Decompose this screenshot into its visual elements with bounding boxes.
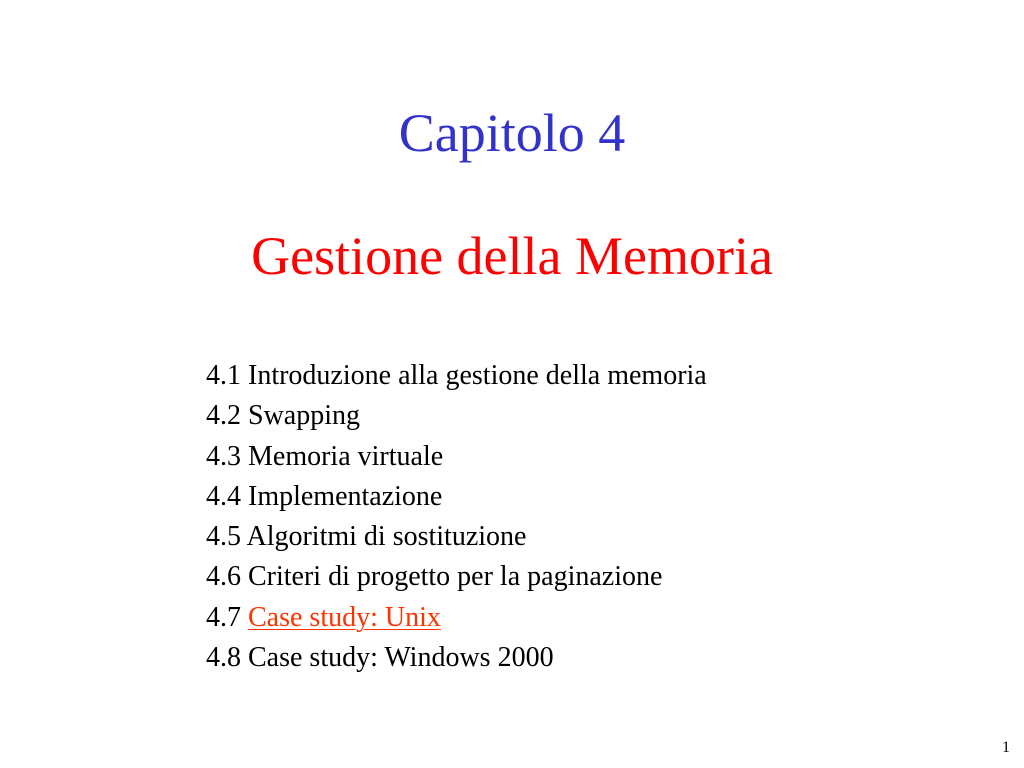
toc-text: Algoritmi di sostituzione [246, 521, 527, 553]
toc-number: 4.8 [206, 642, 241, 674]
toc-text: Swapping [248, 400, 360, 432]
toc-item-4-3 [206, 437, 707, 477]
toc-number: 4.3 [206, 440, 241, 472]
toc-item-4-1 [206, 356, 707, 396]
toc-number: 4.1 [206, 360, 241, 391]
toc-text: Case study: Windows 2000 [248, 642, 554, 674]
toc-text: Implementazione [248, 480, 443, 512]
toc-item-4-4 [206, 477, 707, 517]
slide-title: Gestione della Memoria [251, 226, 773, 286]
toc-text: Criteri di progetto per la paginazione [248, 561, 663, 593]
toc-number: 4.6 [206, 561, 241, 593]
toc-item-4-7 [206, 598, 707, 638]
page-number: 1 [1002, 739, 1010, 756]
case-study-unix-link[interactable]: Case study: Unix [248, 601, 441, 633]
toc-number: 4.7 [206, 601, 241, 633]
toc-number: 4.2 [206, 400, 241, 432]
toc-text: Introduzione alla gestione della memoria [248, 360, 707, 391]
chapter-heading: Capitolo 4 [398, 103, 626, 163]
toc-number: 4.5 [206, 521, 241, 553]
toc-number: 4.4 [206, 480, 241, 512]
table-of-contents [206, 356, 707, 678]
toc-item-4-6 [206, 557, 707, 597]
toc-item-4-5 [206, 517, 707, 557]
toc-item-4-8 [206, 638, 707, 678]
toc-text: Memoria virtuale [248, 440, 444, 472]
toc-item-4-2 [206, 396, 707, 436]
